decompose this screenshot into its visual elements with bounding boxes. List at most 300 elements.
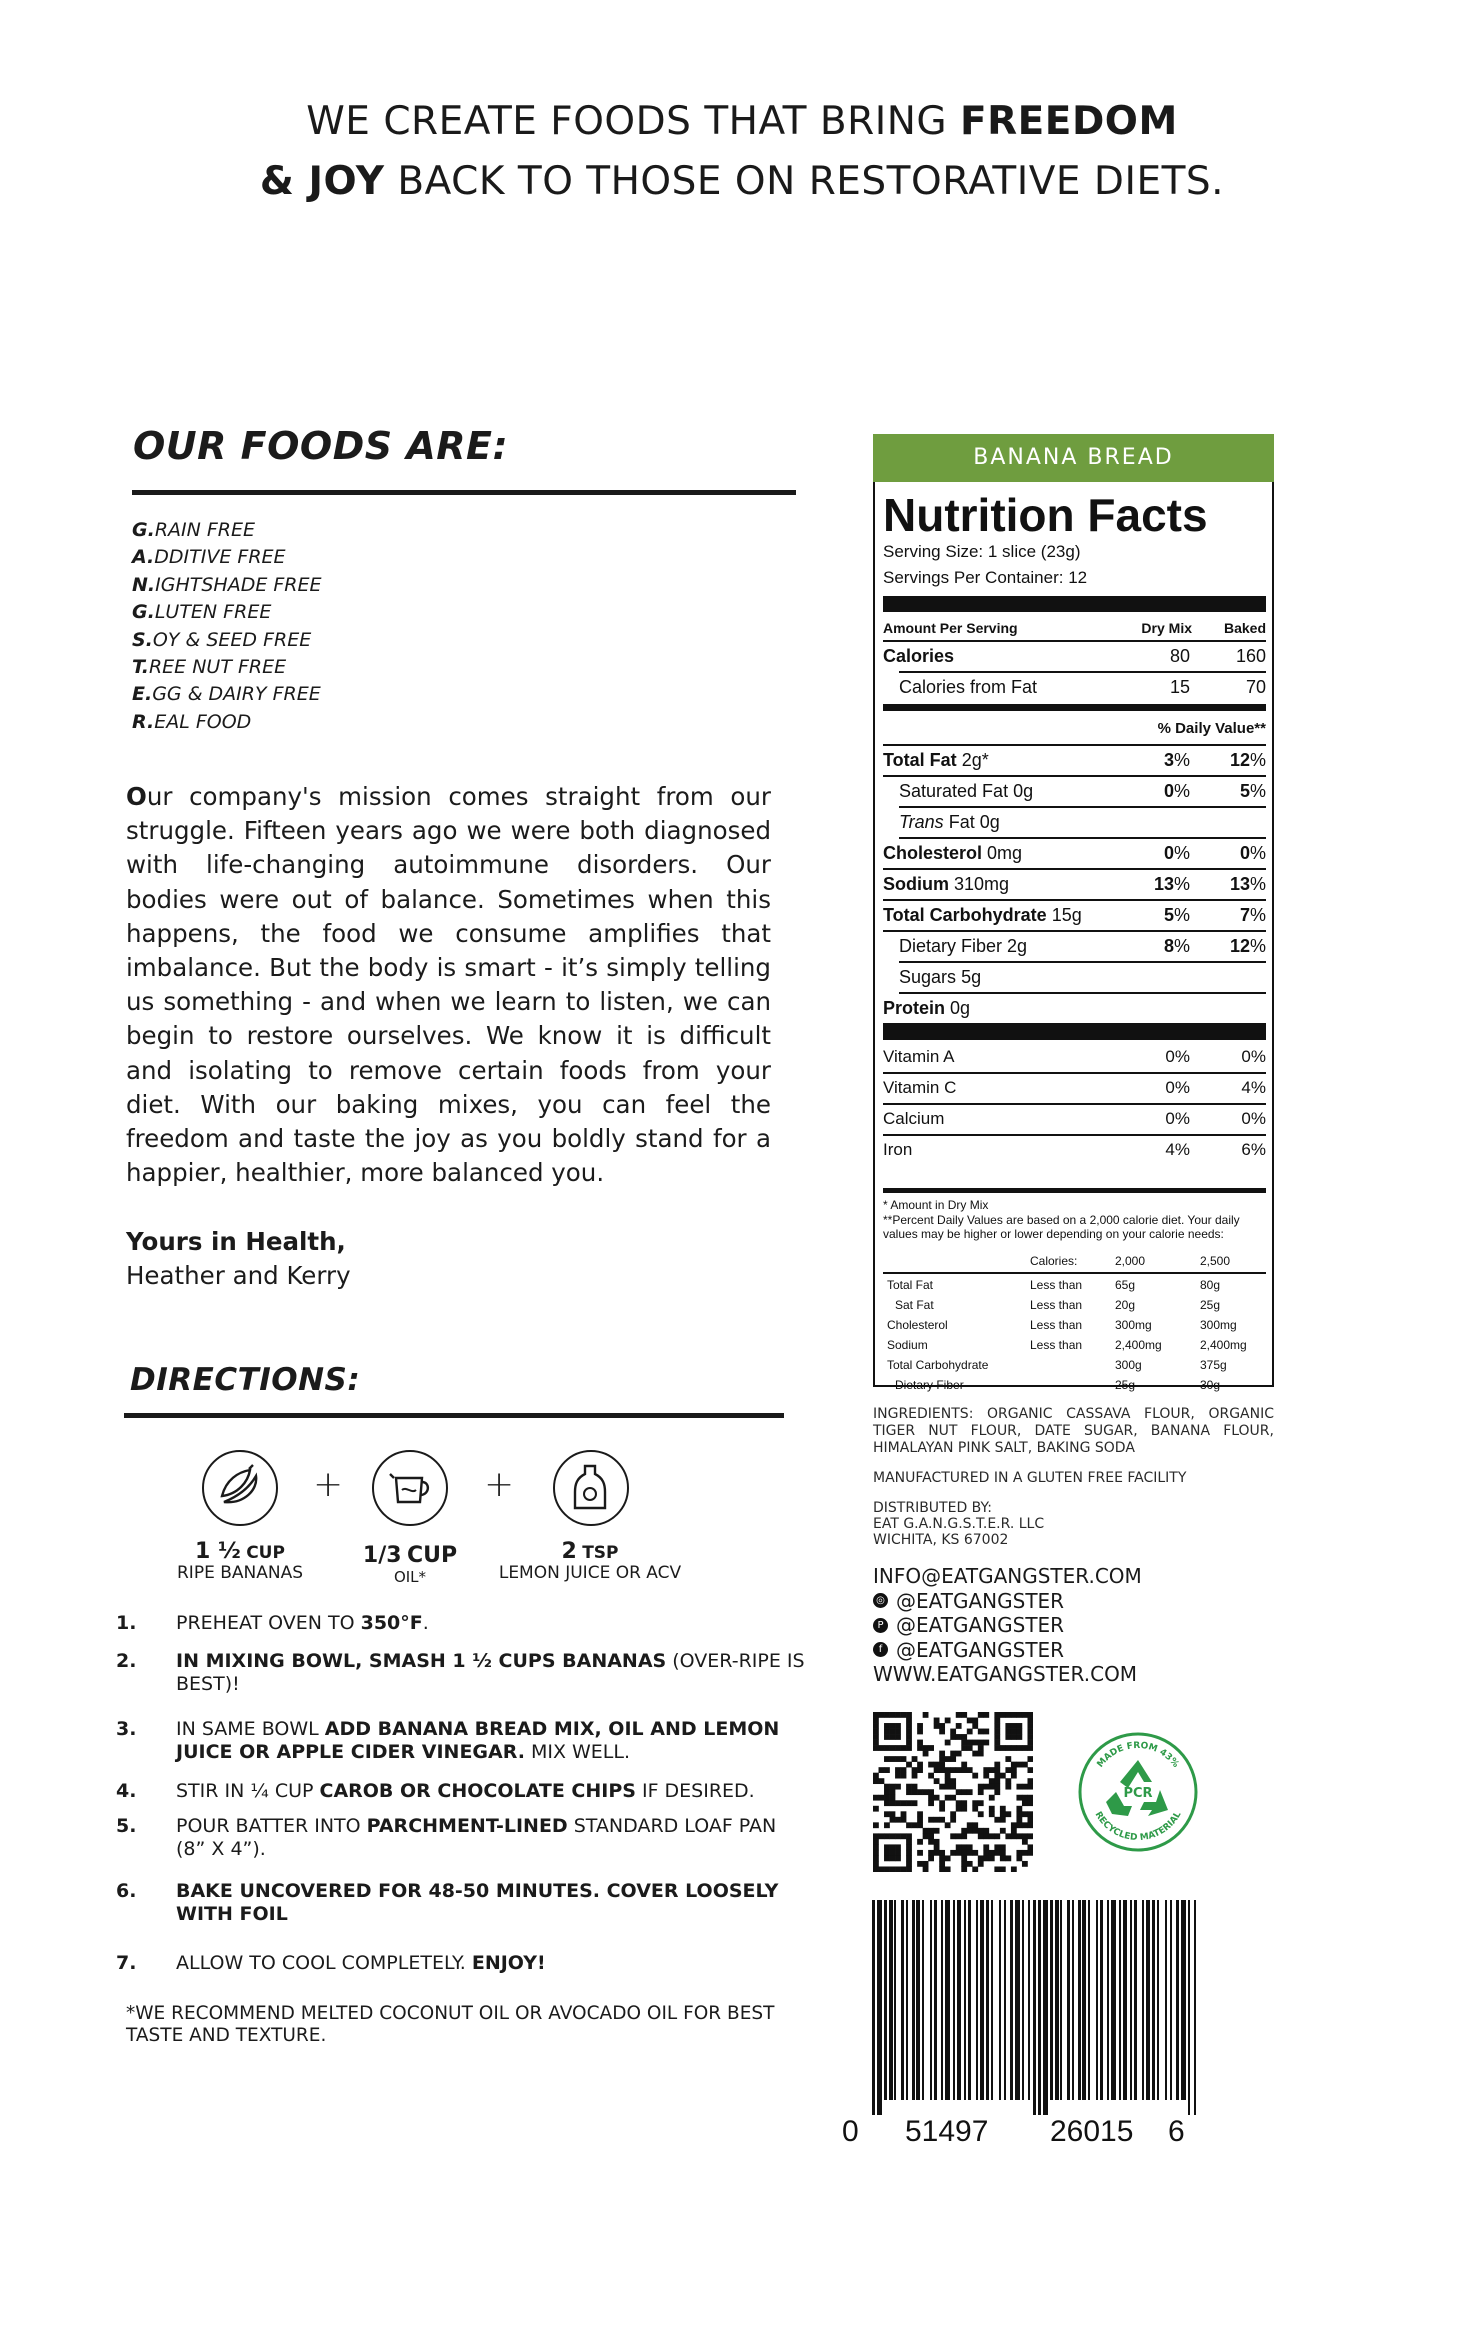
qr-module	[884, 1822, 890, 1828]
step-text: POUR BATTER INTO PARCHMENT-LINED STANDARD LOAF PAN (8” X 4”).	[176, 1815, 777, 1860]
qr-module	[895, 1767, 901, 1773]
barcode-bar	[906, 1900, 908, 2100]
qr-module	[983, 1773, 989, 1779]
qr-module	[923, 1712, 929, 1718]
qr-module	[895, 1866, 901, 1872]
dv-table-cell: Less than	[1030, 1318, 1083, 1332]
qr-module	[906, 1729, 912, 1735]
qr-module	[950, 1778, 956, 1784]
barcode-bar	[889, 1900, 893, 2100]
qr-module	[1011, 1723, 1017, 1729]
qr-module	[956, 1833, 962, 1839]
step-number: 5.	[116, 1815, 137, 1837]
pinterest-link[interactable]: P @EATGANGSTER	[873, 1613, 1142, 1638]
qr-module	[895, 1784, 901, 1790]
qr-module	[1000, 1844, 1006, 1850]
qr-module	[923, 1861, 929, 1867]
instagram-link[interactable]: ◎ @EATGANGSTER	[873, 1589, 1142, 1614]
qr-module	[978, 1751, 984, 1757]
qr-module	[994, 1778, 1000, 1784]
barcode-bar	[999, 1900, 1001, 2100]
qr-module	[945, 1784, 951, 1790]
qr-module	[928, 1817, 934, 1823]
qr-module	[1000, 1817, 1006, 1823]
qr-module	[928, 1839, 934, 1845]
qr-module	[912, 1756, 918, 1762]
qr-module	[994, 1817, 1000, 1823]
ingredient-oil: 1/3 CUP OIL*	[362, 1543, 458, 1586]
qr-module	[989, 1855, 995, 1861]
barcode-bar	[953, 1900, 955, 2100]
nutrient-row: Trans Fat 0g	[899, 812, 1000, 832]
qr-module	[961, 1745, 967, 1751]
qr-module	[901, 1745, 907, 1751]
dv-table-cell: 25g	[1200, 1298, 1221, 1312]
step-text: PREHEAT OVEN TO 350°F.	[176, 1612, 429, 1634]
qr-module	[989, 1806, 995, 1812]
qr-module	[1005, 1784, 1011, 1790]
qr-module	[1027, 1712, 1033, 1718]
qr-module	[1011, 1833, 1017, 1839]
qr-module	[923, 1833, 929, 1839]
upc-barcode	[868, 1900, 1204, 2115]
qr-module	[945, 1773, 951, 1779]
qr-module	[917, 1811, 923, 1817]
dv-table-cell: 300g	[1115, 1358, 1142, 1372]
qr-module	[917, 1762, 923, 1768]
qr-module	[972, 1718, 978, 1724]
qr-module	[884, 1767, 890, 1773]
qr-module	[967, 1822, 973, 1828]
barcode-bar	[1130, 1900, 1132, 2100]
qr-module	[1016, 1795, 1022, 1801]
qr-module	[884, 1756, 890, 1762]
qr-module	[906, 1718, 912, 1724]
qr-module	[972, 1740, 978, 1746]
qr-module	[890, 1855, 896, 1861]
qr-module	[978, 1833, 984, 1839]
dv-table-cell: 2,400mg	[1200, 1338, 1247, 1352]
nutrition-facts-panel	[873, 482, 1274, 1392]
barcode-bar	[1134, 1900, 1137, 2100]
qr-module	[906, 1822, 912, 1828]
qr-module	[912, 1773, 918, 1779]
qr-module	[906, 1784, 912, 1790]
qr-module	[939, 1817, 945, 1823]
qr-module	[934, 1817, 940, 1823]
qr-module	[978, 1789, 984, 1795]
qr-module	[994, 1745, 1000, 1751]
qr-module	[901, 1866, 907, 1872]
qr-module	[906, 1844, 912, 1850]
step-number: 3.	[116, 1718, 137, 1740]
qr-module	[906, 1762, 912, 1768]
qr-module	[989, 1833, 995, 1839]
vitamin-row: Calcium 0% 0%	[883, 1109, 1266, 1128]
qr-module	[928, 1762, 934, 1768]
foods-list-item: T.REE NUT FREE	[132, 656, 287, 679]
vitamin-row: Vitamin A 0% 0%	[883, 1047, 1266, 1066]
dv-table-cell: 25g	[1115, 1378, 1136, 1392]
qr-module	[895, 1800, 901, 1806]
barcode-bar	[1050, 1900, 1053, 2100]
qr-module	[923, 1866, 929, 1872]
qr-module	[1027, 1850, 1033, 1856]
qr-module	[961, 1850, 967, 1856]
qr-module	[917, 1839, 923, 1845]
qr-module	[983, 1712, 989, 1718]
barcode-bar	[1176, 1900, 1179, 2100]
qr-module	[1005, 1723, 1011, 1729]
barcode-bar	[934, 1900, 937, 2100]
qr-module	[1005, 1855, 1011, 1861]
qr-module	[989, 1784, 995, 1790]
qr-module	[928, 1833, 934, 1839]
qr-module	[906, 1866, 912, 1872]
svg-text:RECYCLED MATERIAL	[1092, 1810, 1183, 1843]
qr-module	[895, 1817, 901, 1823]
qr-module	[934, 1839, 940, 1845]
barcode-bar	[1107, 1900, 1109, 2100]
facebook-link[interactable]: f @EATGANGSTER	[873, 1638, 1142, 1663]
barcode-bar	[1028, 1900, 1030, 2100]
qr-module	[917, 1723, 923, 1729]
email-link[interactable]: INFO@EATGANGSTER.COM	[873, 1564, 1142, 1588]
qr-module	[1027, 1740, 1033, 1746]
qr-module	[994, 1718, 1000, 1724]
qr-module	[890, 1833, 896, 1839]
qr-module	[917, 1729, 923, 1735]
qr-module	[1000, 1828, 1006, 1834]
step-number: 2.	[116, 1650, 137, 1672]
qr-module	[1005, 1833, 1011, 1839]
dv-table-cell: Dietary Fiber	[895, 1378, 964, 1392]
foods-list-item: R.EAL FOOD	[132, 710, 252, 733]
qr-module	[895, 1855, 901, 1861]
qr-module	[945, 1756, 951, 1762]
qr-module	[950, 1729, 956, 1735]
qr-module	[1027, 1822, 1033, 1828]
dv-table-cell: 300mg	[1200, 1318, 1237, 1332]
dv-table-cell: Cholesterol	[887, 1318, 948, 1332]
qr-module	[934, 1767, 940, 1773]
qr-module	[939, 1762, 945, 1768]
qr-module	[912, 1800, 918, 1806]
qr-module	[1027, 1811, 1033, 1817]
qr-module	[978, 1712, 984, 1718]
dv-table-cell: Less than	[1030, 1338, 1083, 1352]
qr-module	[895, 1844, 901, 1850]
barcode-bar	[1096, 1900, 1098, 2100]
facebook-icon: f	[873, 1642, 888, 1657]
qr-module	[978, 1740, 984, 1746]
barcode-bar	[872, 1900, 875, 2115]
qr-module	[1016, 1806, 1022, 1812]
qr-module	[983, 1729, 989, 1735]
qr-module	[950, 1850, 956, 1856]
qr-module	[934, 1795, 940, 1801]
qr-module	[967, 1850, 973, 1856]
qr-module	[1011, 1822, 1017, 1828]
qr-module	[928, 1773, 934, 1779]
barcode-bar	[1043, 1900, 1048, 2115]
qr-module	[956, 1723, 962, 1729]
qr-module	[1005, 1756, 1011, 1762]
signoff: Yours in Health, Heather and Kerry	[126, 1227, 351, 1290]
qr-module	[1022, 1712, 1028, 1718]
qr-module	[950, 1817, 956, 1823]
dv-table-cell: Less than	[1030, 1298, 1083, 1312]
dv-table-cell: 2,400mg	[1115, 1338, 1162, 1352]
qr-module	[934, 1778, 940, 1784]
barcode-bar	[1055, 1900, 1059, 2100]
qr-module	[890, 1734, 896, 1740]
qr-module	[961, 1740, 967, 1746]
qr-module	[895, 1850, 901, 1856]
qr-module	[934, 1844, 940, 1850]
qr-module	[879, 1745, 885, 1751]
qr-module	[983, 1850, 989, 1856]
qr-module	[895, 1833, 901, 1839]
nutrient-row: Saturated Fat 0g 0% 5%	[899, 781, 1266, 801]
qr-module	[994, 1784, 1000, 1790]
qr-module	[873, 1712, 879, 1718]
nutrient-row: Sodium 310mg 13% 13%	[883, 874, 1266, 894]
dv-table-cell: 375g	[1200, 1358, 1227, 1372]
qr-module	[906, 1723, 912, 1729]
qr-module	[901, 1811, 907, 1817]
barcode-bar	[1194, 1900, 1196, 2115]
qr-module	[956, 1850, 962, 1856]
step-number: 1.	[116, 1612, 137, 1634]
qr-module	[994, 1833, 1000, 1839]
qr-module	[879, 1767, 885, 1773]
barcode-bar	[894, 1900, 896, 2100]
qr-module	[879, 1712, 885, 1718]
dv-table-cell: 65g	[1115, 1278, 1136, 1292]
barcode-bar	[1181, 1900, 1186, 2100]
qr-module	[1011, 1712, 1017, 1718]
qr-module	[950, 1751, 956, 1757]
qr-module	[873, 1734, 879, 1740]
qr-module	[956, 1767, 962, 1773]
foods-list-item: E.GG & DAIRY FREE	[132, 683, 321, 706]
pinterest-icon: P	[873, 1618, 888, 1633]
qr-module	[1022, 1745, 1028, 1751]
qr-module	[1027, 1784, 1033, 1790]
qr-module	[934, 1828, 940, 1834]
qr-module	[1027, 1778, 1033, 1784]
qr-module	[1027, 1833, 1033, 1839]
plus-sign: +	[313, 1464, 344, 1505]
oil-jug-icon	[372, 1450, 448, 1526]
qr-module	[961, 1762, 967, 1768]
medium-divider	[883, 704, 1266, 711]
qr-module	[972, 1773, 978, 1779]
qr-module	[1000, 1811, 1006, 1817]
qr-module	[873, 1729, 879, 1735]
qr-module	[1000, 1712, 1006, 1718]
step-text: IN SAME BOWL ADD BANANA BREAD MIX, OIL AND LEMON JUICE OR APPLE CIDER VINEGAR. MIX WELL.	[176, 1718, 780, 1763]
barcode-bar	[1067, 1900, 1070, 2100]
qr-module	[994, 1850, 1000, 1856]
qr-module	[994, 1729, 1000, 1735]
qr-module	[1016, 1833, 1022, 1839]
qr-module	[1016, 1723, 1022, 1729]
qr-module	[901, 1712, 907, 1718]
qr-module	[890, 1789, 896, 1795]
headline: WE CREATE FOODS THAT BRING FREEDOM & JOY BACK TO THOSE ON RESTORATIVE DIETS.	[259, 99, 1225, 204]
nutrient-row: Sugars 5g	[899, 967, 982, 987]
plus-sign: +	[484, 1464, 515, 1505]
qr-module	[917, 1740, 923, 1746]
barcode-bar	[1188, 1900, 1190, 2115]
facility-text: MANUFACTURED IN A GLUTEN FREE FACILITY	[873, 1470, 1187, 1486]
qr-module	[978, 1729, 984, 1735]
qr-module	[939, 1767, 945, 1773]
barcode-bar	[1004, 1900, 1006, 2100]
qr-module	[890, 1756, 896, 1762]
qr-module	[972, 1751, 978, 1757]
qr-module	[884, 1855, 890, 1861]
pcr-recycled-badge	[1076, 1730, 1200, 1854]
qr-module	[934, 1723, 940, 1729]
qr-module	[906, 1855, 912, 1861]
qr-module	[961, 1734, 967, 1740]
qr-module	[923, 1828, 929, 1834]
qr-module	[978, 1811, 984, 1817]
dv-table-cell: Sodium	[887, 1338, 928, 1352]
serving-size: Serving Size: 1 slice (23g)	[883, 542, 1081, 561]
qr-module	[945, 1718, 951, 1724]
barcode-bar	[1165, 1900, 1167, 2100]
barcode-bar	[1170, 1900, 1172, 2100]
qr-module	[961, 1806, 967, 1812]
qr-code[interactable]	[873, 1712, 1033, 1872]
qr-module	[939, 1806, 945, 1812]
website-link[interactable]: WWW.EATGANGSTER.COM	[873, 1662, 1138, 1686]
qr-module	[978, 1828, 984, 1834]
barcode-bar	[922, 1900, 924, 2100]
qr-module	[873, 1855, 879, 1861]
qr-module	[884, 1729, 890, 1735]
qr-module	[890, 1795, 896, 1801]
product-banner: BANANA BREAD	[873, 434, 1274, 482]
qr-module	[994, 1866, 1000, 1872]
qr-module	[901, 1817, 907, 1823]
qr-module	[1016, 1734, 1022, 1740]
qr-module	[1011, 1773, 1017, 1779]
upc-digits-left: 51497	[905, 2115, 989, 2148]
qr-module	[873, 1718, 879, 1724]
qr-module	[1011, 1734, 1017, 1740]
qr-module	[873, 1740, 879, 1746]
divider	[883, 1272, 1266, 1274]
barcode-bar	[1119, 1900, 1121, 2100]
qr-module	[890, 1817, 896, 1823]
qr-module	[939, 1723, 945, 1729]
qr-module	[923, 1745, 929, 1751]
qr-module	[939, 1855, 945, 1861]
qr-module	[961, 1800, 967, 1806]
upc-digit-last: 6	[1168, 2115, 1185, 2148]
qr-module	[895, 1773, 901, 1779]
qr-module	[1022, 1850, 1028, 1856]
qr-module	[945, 1795, 951, 1801]
qr-module	[967, 1789, 973, 1795]
qr-module	[972, 1723, 978, 1729]
qr-module	[923, 1789, 929, 1795]
barcode-bar	[945, 1900, 950, 2100]
qr-module	[906, 1800, 912, 1806]
qr-module	[939, 1756, 945, 1762]
step-number: 6.	[116, 1880, 137, 1902]
qr-module	[912, 1767, 918, 1773]
bottle-icon	[553, 1450, 629, 1526]
qr-module	[939, 1751, 945, 1757]
foods-rule	[132, 490, 796, 495]
qr-module	[939, 1729, 945, 1735]
qr-module	[967, 1718, 973, 1724]
dv-table-cell: Total Fat	[887, 1278, 934, 1292]
nutrient-row: Total Carbohydrate 15g 5% 7%	[883, 905, 1266, 925]
qr-module	[994, 1789, 1000, 1795]
qr-module	[895, 1723, 901, 1729]
qr-module	[1016, 1745, 1022, 1751]
instagram-icon: ◎	[873, 1593, 888, 1608]
qr-module	[928, 1795, 934, 1801]
footnote: *WE RECOMMEND MELTED COCONUT OIL OR AVOCADO OIL FOR BEST TASTE AND TEXTURE.	[126, 2003, 775, 2046]
step-text: IN MIXING BOWL, SMASH 1 ½ CUPS BANANAS (OVER-RIPE IS BEST)!	[176, 1650, 805, 1695]
qr-module	[1005, 1734, 1011, 1740]
qr-module	[901, 1773, 907, 1779]
qr-module	[873, 1850, 879, 1856]
foods-list	[132, 517, 322, 736]
qr-module	[945, 1855, 951, 1861]
qr-module	[895, 1745, 901, 1751]
qr-module	[978, 1784, 984, 1790]
qr-module	[884, 1745, 890, 1751]
qr-module	[1016, 1762, 1022, 1768]
qr-module	[983, 1833, 989, 1839]
ingredient-lemon-juice: 2 TSP LEMON JUICE OR ACV	[498, 1539, 682, 1583]
barcode-bar	[968, 1900, 971, 2100]
qr-module	[1022, 1839, 1028, 1845]
qr-module	[906, 1839, 912, 1845]
barcode-bar	[1142, 1900, 1144, 2100]
qr-module	[989, 1767, 995, 1773]
qr-module	[1016, 1817, 1022, 1823]
badge-center-text: PCR	[1123, 1786, 1153, 1801]
qr-module	[945, 1767, 951, 1773]
qr-module	[1011, 1745, 1017, 1751]
qr-module	[1027, 1800, 1033, 1806]
qr-module	[972, 1866, 978, 1872]
qr-module	[890, 1729, 896, 1735]
barcode-bar	[1038, 1900, 1041, 2115]
qr-module	[873, 1866, 879, 1872]
qr-module	[978, 1861, 984, 1867]
qr-module	[1011, 1866, 1017, 1872]
qr-module	[890, 1712, 896, 1718]
qr-module	[873, 1839, 879, 1845]
barcode-bar	[916, 1900, 920, 2100]
qr-module	[1005, 1745, 1011, 1751]
qr-module	[901, 1833, 907, 1839]
qr-module	[906, 1833, 912, 1839]
qr-module	[923, 1751, 929, 1757]
qr-module	[950, 1767, 956, 1773]
